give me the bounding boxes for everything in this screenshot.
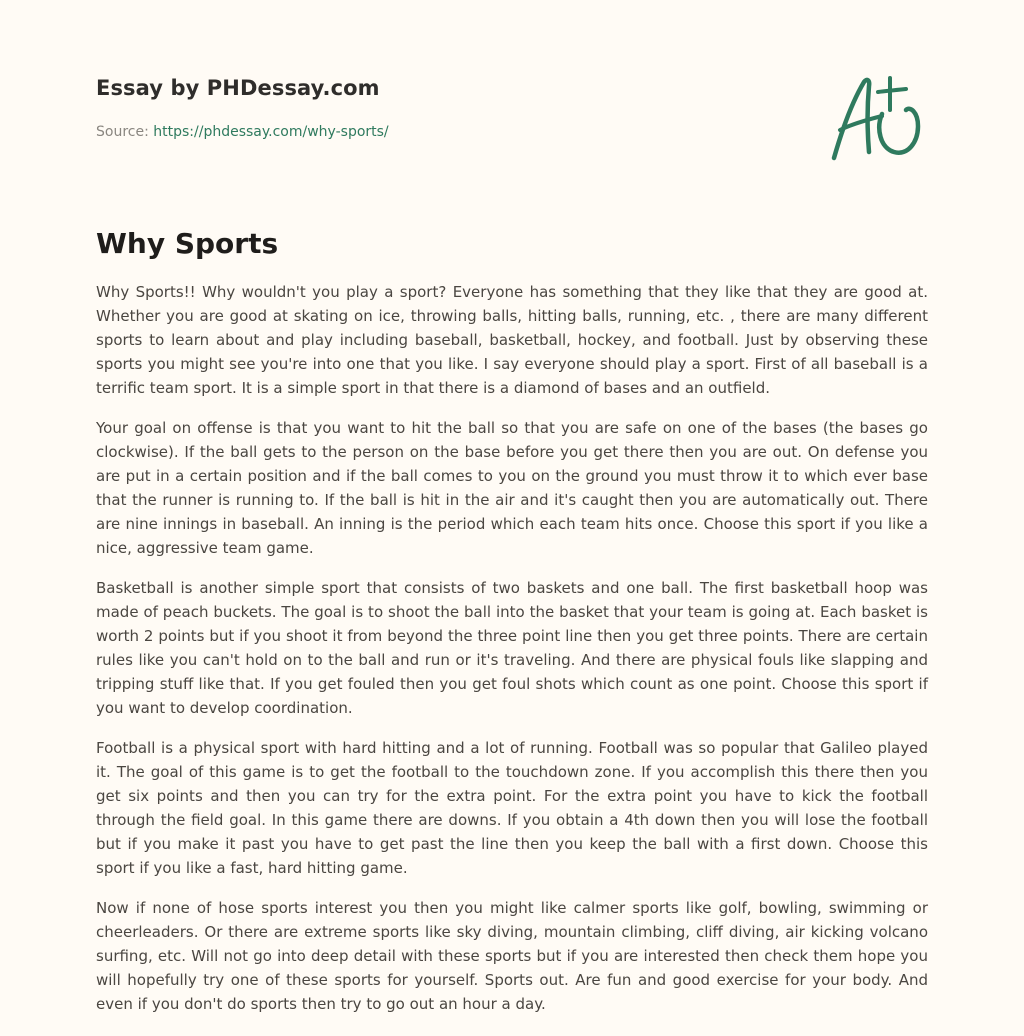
a-plus-logo-icon (826, 68, 930, 168)
source-link[interactable]: https://phdessay.com/why-sports/ (153, 124, 389, 140)
essay-paragraph: Your goal on offense is that you want to hit the ball so that you are safe on one of the bases (the bases go clockwise). If the ball gets to the person on the base before you get there then you are out. On defense you are put in a certain position and if the ball comes to you on the ground you must throw it to which ever base that the runner is running to. If the ball is hit in the air and it's caught then you are automatically out. There are nine innings in baseball. An inning is the period which each team hits once. Choose this sport if you like a nice, aggressive team game. (96, 419, 928, 557)
essay-paragraph: Now if none of hose sports interest you then you might like calmer sports like golf, bowling, swimming or cheerleaders. Or there are extreme sports like sky diving, mountain climbing, cliff diving, air kicking volcano surfing, etc. Will not go into deep detail with these sports but if you are interested then check them hope you will hopefully try one of these sports for yourself. Sports out. Are fun and good exercise for your body. And even if you don't do sports then try to go out an hour a day. (96, 899, 928, 1013)
source-line (96, 124, 389, 140)
essay-paragraph: Basketball is another simple sport that consists of two baskets and one ball. The first basketball hoop was made of peach buckets. The goal is to shoot the ball into the basket that your team is going at. Each basket is worth 2 points but if you shoot it from beyond the three point line then you get three points. There are certain rules like you can't hold on to the ball and run or it's traveling. And there are physical fouls like slapping and tripping stuff like that. If you get fouled then you get foul shots which count as one point. Choose this sport if you want to develop coordination. (96, 579, 928, 717)
essay-title: Why Sports (96, 227, 279, 260)
source-label: Source: (96, 124, 149, 140)
page-header (96, 0, 928, 200)
site-title: Essay by PHDessay.com (96, 76, 380, 100)
essay-body (96, 280, 928, 1016)
essay-paragraph: Football is a physical sport with hard hitting and a lot of running. Football was so popular that Galileo played it. The goal of this game is to get the football to the touchdown zone. If you accomplish this there then you get six points and then you can try for the extra point. For the extra point you have to kick the football through the field goal. In this game there are downs. If you obtain a 4th down then you will lose the football but if you make it past you have to get past the line then you keep the ball with a first down. Choose this sport if you like a fast, hard hitting game. (96, 739, 928, 877)
essay-paragraph: Why Sports!! Why wouldn't you play a sport? Everyone has something that they like that they are good at. Whether you are good at skating on ice, throwing balls, hitting balls, running, etc. , there are many different sports to learn about and play including baseball, basketball, hockey, and football. Just by observing these sports you might see you're into one that you like. I say everyone should play a sport. First of all baseball is a terrific team sport. It is a simple sport in that there is a diamond of bases and an outfield. (96, 283, 928, 397)
